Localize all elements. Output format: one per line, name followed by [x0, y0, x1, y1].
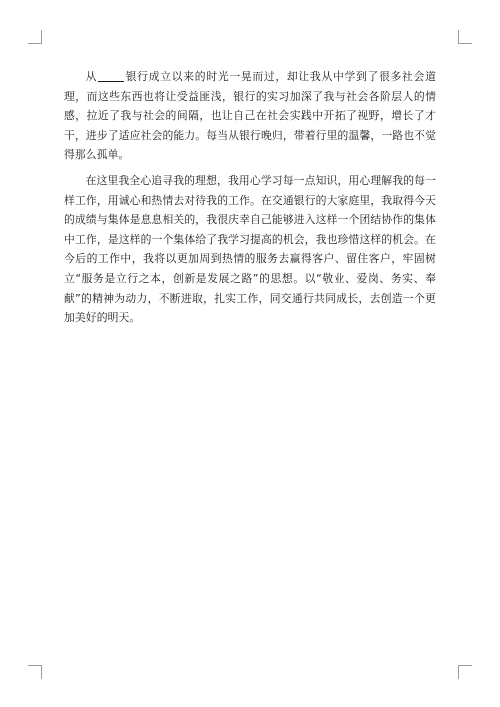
document-body [64, 67, 436, 334]
crop-mark-top-left [28, 30, 42, 44]
paragraph-2: 在这里我全心追寻我的理想，我用心学习每一点知识，用心理解我的每一样工作，用诚心和热情去对待我的工作。在交通银行的大家庭里，我取得今天的成绩与集体是息息相关的，我很庆幸自己能够进入这样一个团结协作的集体中工作，是这样的一个集体给了我学习提高的机会，我也珍惜这样的机会。在今后的工作中，我将以更加周到热情的服务去赢得客户、留住客户，牢固树立“服务是立行之本，创新是发展之路”的思想。以“敬业、爱岗、务实、奉献”的精神为动力，不断进取，扎实工作，同交通行共同成长，去创造一个更加美好的明天。 [64, 173, 436, 325]
crop-mark-top-right [458, 30, 472, 44]
fill-in-blank [98, 69, 124, 82]
paragraph-1-lead: 从 [85, 70, 98, 83]
paragraph-1 [64, 67, 436, 165]
crop-mark-bottom-left [28, 665, 42, 679]
paragraph-1-text: 银行成立以来的时光一晃而过，却让我从中学到了很多社会道理，而这些东西也将让受益匪浅，银行的实习加深了我与社会各阶层人的情感，拉近了我与社会的间隔，也让自己在社会实践中开拓了视野，增长了才干，进步了适应社会的能力。每当从银行晚归，带着行里的温馨，一路也不觉得那么孤单。 [64, 70, 436, 162]
crop-mark-bottom-right [458, 665, 472, 679]
